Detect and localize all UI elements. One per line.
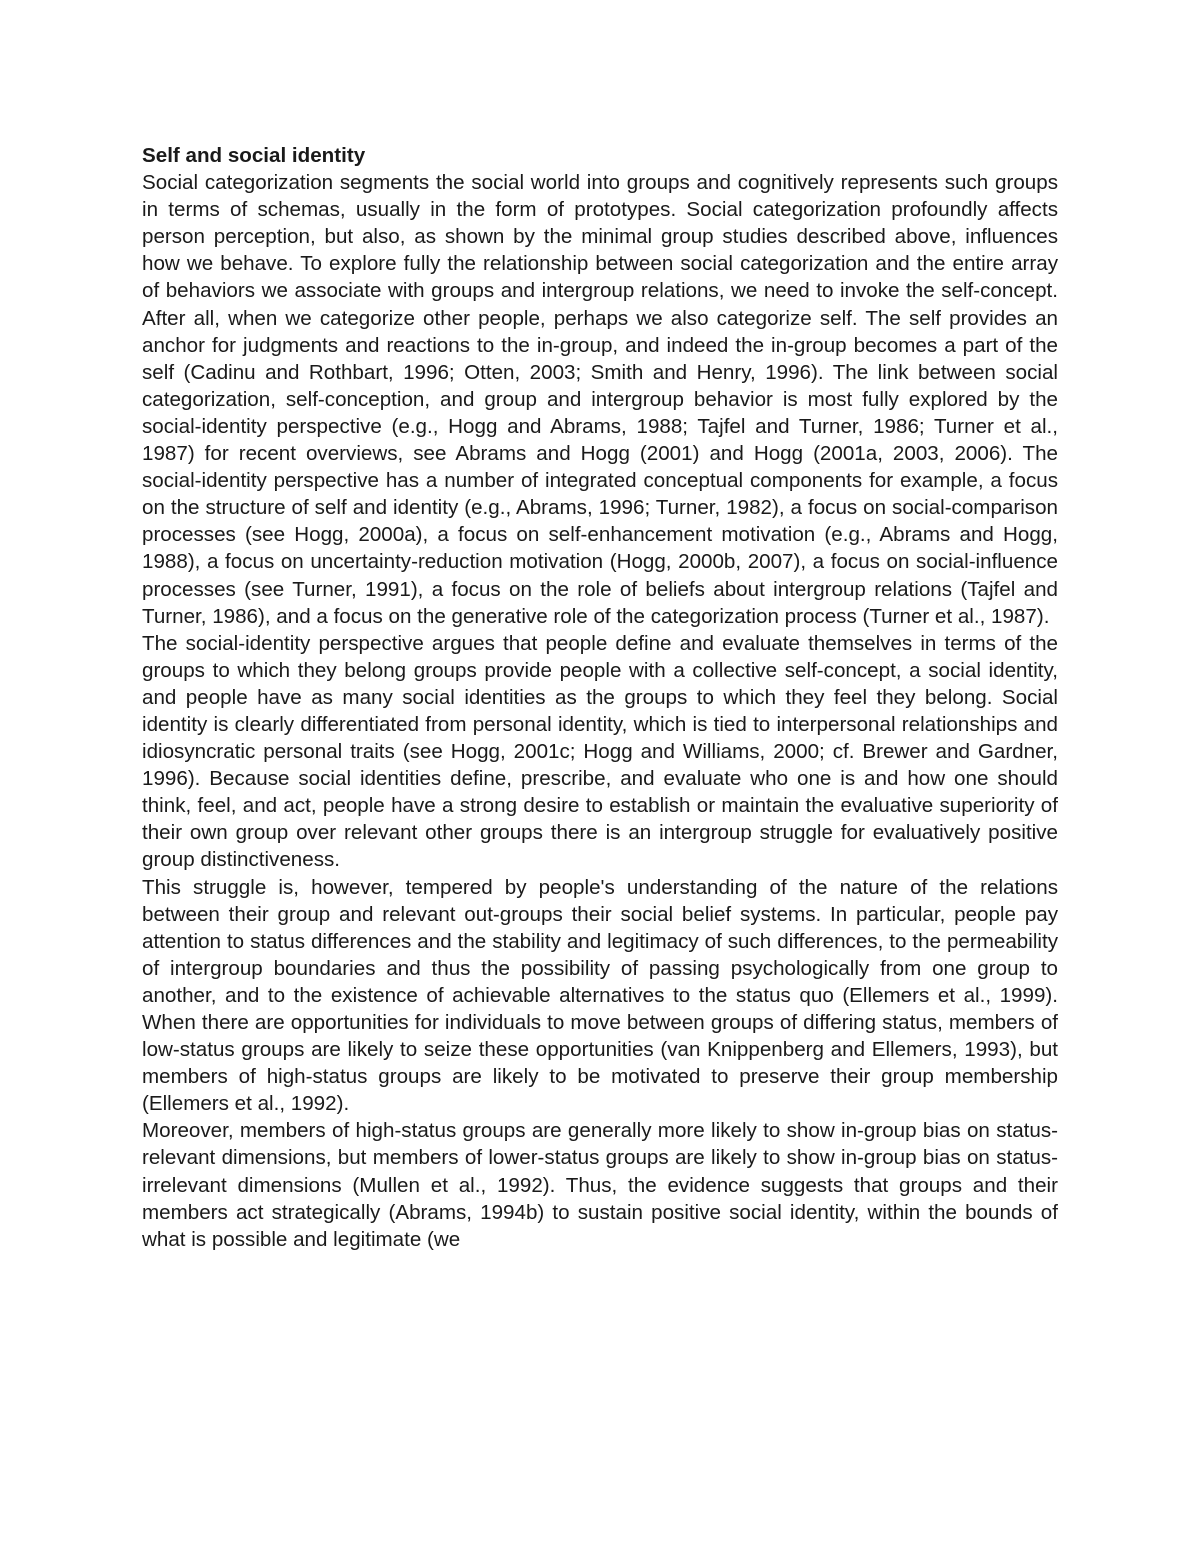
paragraph-1: Social categorization segments the social world into groups and cognitively represents such groups in terms of schemas, usually in the form of prototypes. Social categorization profoundly affects person perception, but also, as shown by the minimal group studies described above, influences how we behave. To explore fully the relationship between social categorization and the entire array of behaviors we associate with groups and intergroup relations, we need to invoke the self-concept. After all, when we categorize other people, perhaps we also categorize self. The self provides an anchor for judgments and reactions to the in-group, and indeed the in-group becomes a part of the self (Cadinu and Rothbart, 1996; Otten, 2003; Smith and Henry, 1996). The link between social categorization, self-conception, and group and intergroup behavior is most fully explored by the social-identity perspective (e.g., Hogg and Abrams, 1988; Tajfel and Turner, 1986; Turner et al., 1987) for recent overviews, see Abrams and Hogg (2001) and Hogg (2001a, 2003, 2006). The social-identity perspective has a number of integrated conceptual components for example, a focus on the structure of self and identity (e.g., Abrams, 1996; Turner, 1982), a focus on social-comparison processes (see Hogg, 2000a), a focus on self-enhancement motivation (e.g., Abrams and Hogg, 1988), a focus on uncertainty-reduction motivation (Hogg, 2000b, 2007), a focus on social-influence processes (see Turner, 1991), a focus on the role of beliefs about intergroup relations (Tajfel and Turner, 1986), and a focus on the generative role of the categorization process (Turner et al., 1987). [142,171,1058,628]
document-body [142,142,1058,1253]
paragraph-2: The social-identity perspective argues that people define and evaluate themselves in terms of the groups to which they belong groups provide people with a collective self-concept, a social identity, and people have as many social identities as the groups to which they feel they belong. Social identity is clearly differentiated from personal identity, which is tied to interpersonal relationships and idiosyncratic personal traits (see Hogg, 2001c; Hogg and Williams, 2000; cf. Brewer and Gardner, 1996). Because social identities define, prescribe, and evaluate who one is and how one should think, feel, and act, people have a strong desire to establish or maintain the evaluative superiority of their own group over relevant other groups there is an intergroup struggle for evaluatively positive group distinctiveness. [142,631,1058,872]
section-heading: Self and social identity [142,144,366,167]
paragraph-4: Moreover, members of high-status groups are generally more likely to show in-group bias on status-relevant dimensions, but members of lower-status groups are likely to show in-group bias on status-irrelevant dimensions (Mullen et al., 1992). Thus, the evidence suggests that groups and their members act strategically (Abrams, 1994b) to sustain positive social identity, within the bounds of what is possible and legitimate (we [142,1119,1058,1251]
paragraph-3: This struggle is, however, tempered by people's understanding of the nature of the relations between their group and relevant out-groups their social belief systems. In particular, people pay attention to status differences and the stability and legitimacy of such differences, to the permeability of intergroup boundaries and thus the possibility of passing psychologically from one group to another, and to the existence of achievable alternatives to the status quo (Ellemers et al., 1999). When there are opportunities for individuals to move between groups of differing status, members of low-status groups are likely to seize these opportunities (van Knippenberg and Ellemers, 1993), but members of high-status groups are likely to be motivated to preserve their group membership (Ellemers et al., 1992). [142,875,1058,1116]
